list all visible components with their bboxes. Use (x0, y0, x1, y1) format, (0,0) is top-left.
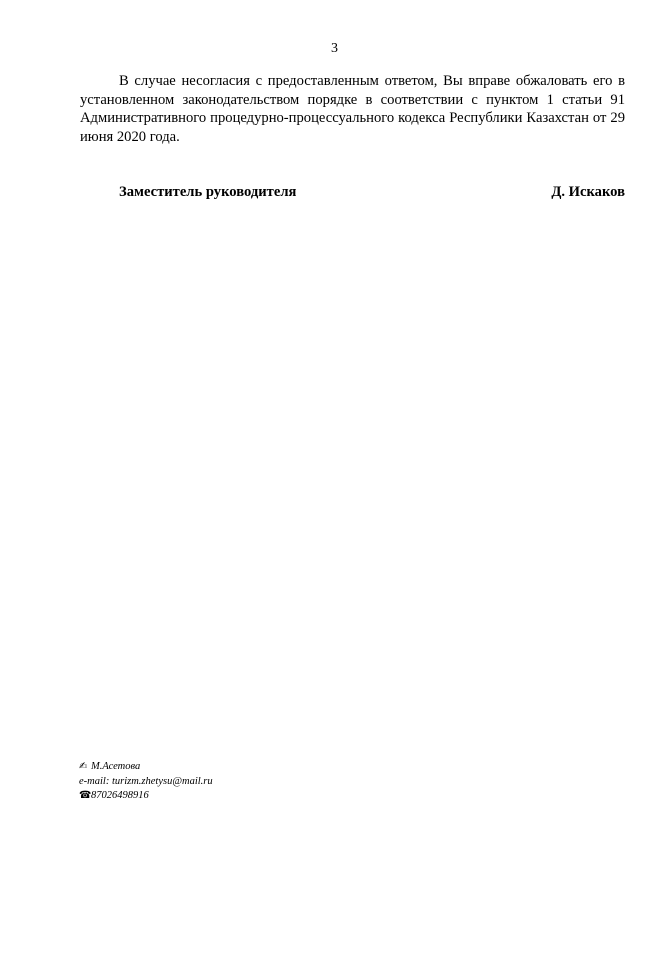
executor-name: М.Асетова (91, 761, 141, 772)
signatory-position: Заместитель руководителя (119, 184, 297, 200)
executor-email: e-mail: turizm.zhetysu@mail.ru (79, 775, 213, 787)
signatory-name: Д. Искаков (551, 184, 625, 200)
body-paragraph: В случае несогласия с предоставленным ответом, Вы вправе обжаловать его в установленном законодательством порядке в соответствии с пунктом 1 статьи 91 Административного процедурно-процессуального кодекса Республики Казахстан от 29 июня 2020 года. (80, 73, 625, 145)
executor-phone: 87026498916 (91, 790, 149, 801)
executor-info (79, 760, 213, 804)
executor-name-line (79, 760, 213, 775)
page-number: 3 (331, 41, 338, 56)
executor-phone-line (79, 789, 213, 804)
phone-icon: ☎ (79, 790, 92, 801)
pen-icon: ✍ (79, 761, 88, 772)
